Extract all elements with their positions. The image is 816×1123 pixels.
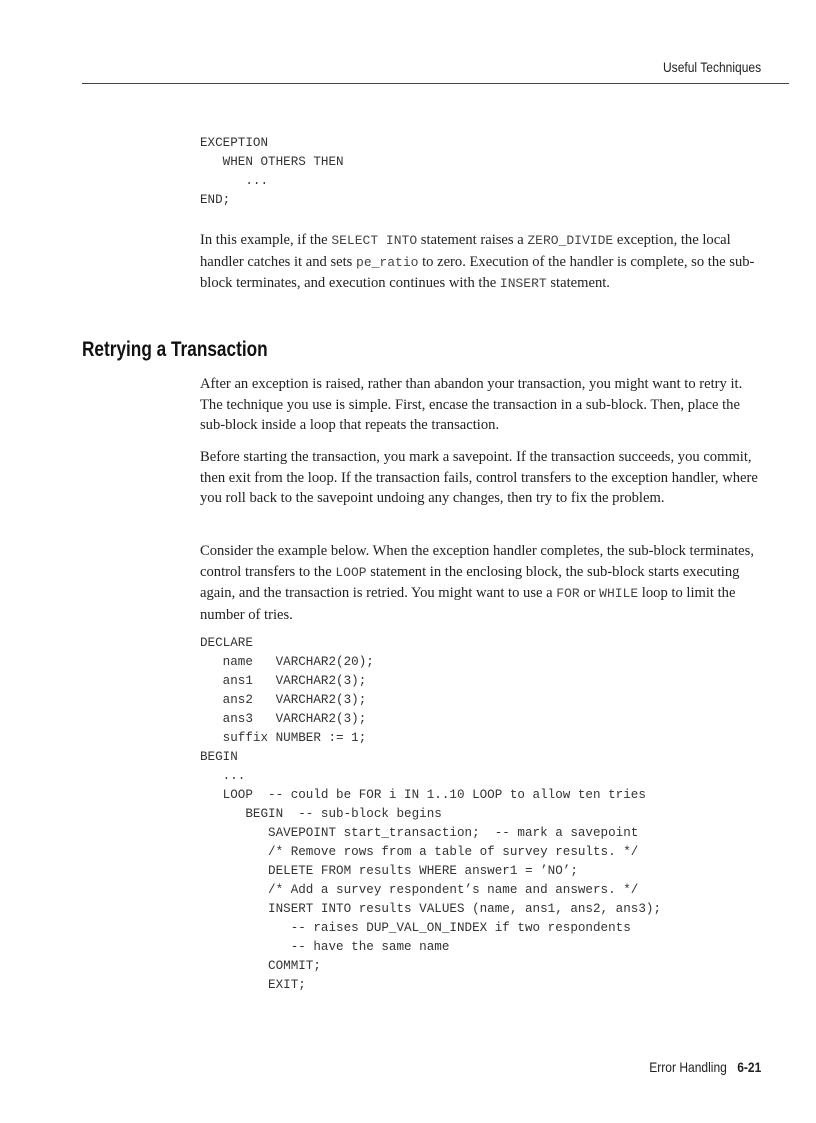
text-run: statement in the enclosing block, the sub-block starts executing again, and the transaction is retried. You might want to use a: [200, 563, 740, 601]
code-line: INSERT INTO results VALUES (name, ans1, ans2, ans3);: [200, 902, 662, 916]
code-line: ans2 VARCHAR2(3);: [200, 693, 367, 707]
code-line: -- have the same name: [200, 940, 450, 954]
code-line: -- raises DUP_VAL_ON_INDEX if two respondents: [200, 921, 631, 935]
text-run: to zero. Execution of the handler is complete, so the sub-block terminates, and execution continues with the: [200, 253, 755, 291]
text-run: Consider the example below. When the exception handler completes, the sub-block terminates, control transfers to the: [200, 543, 754, 580]
inline-code: ZERO_DIVIDE: [527, 233, 614, 248]
page-number: 6-21: [736, 1059, 761, 1075]
running-footer: [649, 1059, 761, 1075]
inline-code: SELECT INTO: [331, 233, 418, 248]
code-line: WHEN OTHERS THEN: [200, 155, 344, 169]
code-line: /* Remove rows from a table of survey results. */: [200, 845, 639, 859]
code-line: /* Add a survey respondent’s name and answers. */: [200, 883, 639, 897]
code-line: ans3 VARCHAR2(3);: [200, 712, 367, 726]
text-run: statement raises a: [417, 232, 528, 248]
paragraph-example-intro: [200, 541, 760, 625]
paragraph-example-explanation: [200, 230, 760, 295]
code-block-retry: [200, 634, 661, 995]
code-line: COMMIT;: [200, 959, 321, 973]
footer-section-title: Error Handling: [648, 1059, 727, 1075]
text-run: loop to limit the number of tries.: [200, 585, 736, 623]
code-line: EXCEPTION: [200, 136, 269, 150]
paragraph-retry-intro: After an exception is raised, rather than abandon your transaction, you might want to retry it. The technique you use is simple. First, encase the transaction in a sub-block. Then, place the sub-block inside a loop that repeats the transaction.: [200, 376, 743, 433]
code-line: ans1 VARCHAR2(3);: [200, 674, 367, 688]
inline-code: WHILE: [599, 586, 639, 601]
code-line: BEGIN -- sub-block begins: [200, 807, 442, 821]
code-line: name VARCHAR2(20);: [200, 655, 374, 669]
inline-code: pe_ratio: [356, 254, 419, 270]
text-run: or: [579, 585, 600, 601]
code-line: BEGIN: [200, 750, 238, 764]
code-line: ...: [200, 769, 246, 783]
code-line: DECLARE: [200, 636, 253, 650]
code-block-exception: [200, 134, 344, 210]
code-line: LOOP -- could be FOR i IN 1..10 LOOP to allow ten tries: [200, 788, 646, 802]
header-rule: [82, 83, 789, 84]
inline-code: INSERT: [499, 276, 547, 291]
text-run: In this example, if the: [200, 232, 332, 248]
code-line: DELETE FROM results WHERE answer1 = ’NO’;: [200, 864, 578, 878]
running-header: Useful Techniques: [662, 59, 761, 75]
inline-code: FOR: [556, 586, 580, 601]
text-run: statement.: [546, 275, 610, 291]
code-line: EXIT;: [200, 978, 306, 992]
section-heading: Retrying a Transaction: [82, 338, 268, 361]
text-run: exception, the local handler catches it and sets: [200, 232, 731, 270]
code-line: END;: [200, 193, 231, 207]
paragraph-savepoint: Before starting the transaction, you mark a savepoint. If the transaction succeeds, you commit, then exit from the loop. If the transaction fails, control transfers to the exception handler, where you roll back to the savepoint undoing any changes, then try to fix the problem.: [200, 449, 758, 506]
code-line: suffix NUMBER := 1;: [200, 731, 367, 745]
code-line: SAVEPOINT start_transaction; -- mark a savepoint: [200, 826, 639, 840]
inline-code: LOOP: [335, 564, 367, 580]
code-line: ...: [200, 174, 269, 188]
